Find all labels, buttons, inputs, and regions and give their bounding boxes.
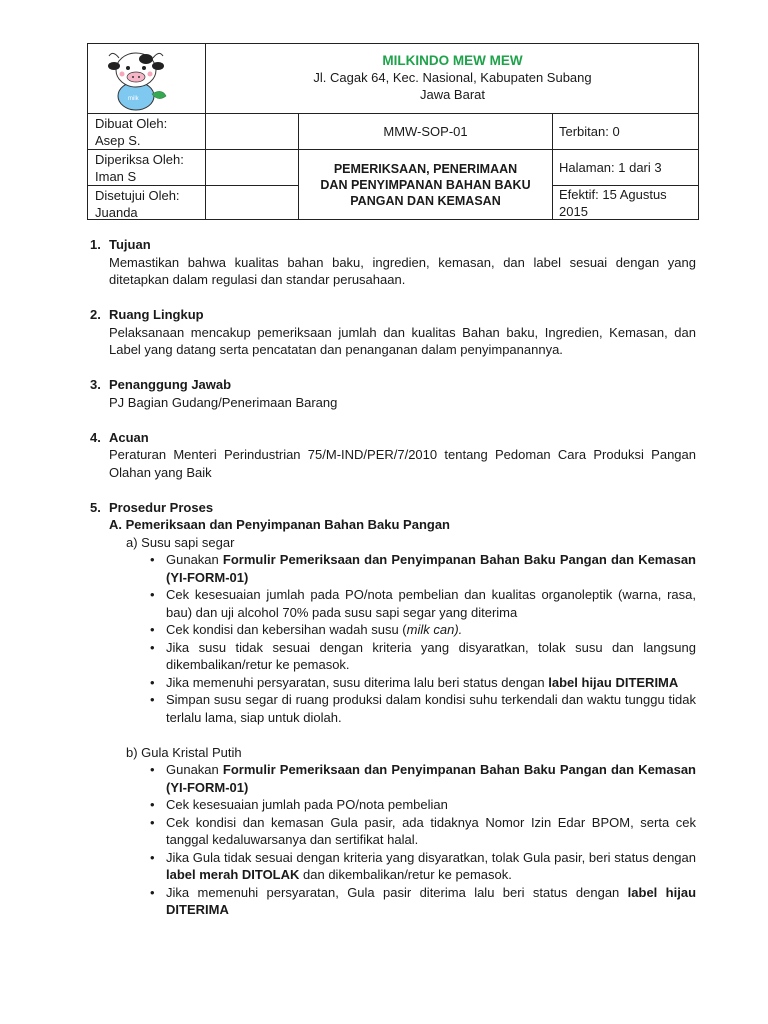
section-title: Ruang Lingkup	[109, 307, 204, 322]
section-text: PJ Bagian Gudang/Penerimaan Barang	[109, 394, 338, 410]
doc-title-line-3: PANGAN DAN KEMASAN	[350, 194, 501, 208]
efektif-cell	[553, 186, 699, 220]
list-item: • Simpan susu segar di ruang produksi dalam kondisi suhu terkendali dan waktu tunggu tidak terlalu lama, siap untuk diolah.	[166, 691, 696, 726]
doc-code: MMW-SOP-01	[299, 114, 553, 150]
section-penanggung-jawab	[90, 376, 696, 411]
section-text: Memastikan bahwa kualitas bahan baku, ingredien, kemasan, dan label sesuai dengan yang ditetapkan dalam regulasi dan standar perusahaan.	[109, 254, 696, 287]
doc-title-line-1: PEMERIKSAAN, PENERIMAAN	[333, 162, 518, 176]
section-title: Tujuan	[109, 237, 151, 252]
section-number: 4.	[90, 429, 101, 445]
section-ruang-lingkup	[90, 306, 696, 359]
section-number: 2.	[90, 307, 101, 322]
doc-title-line-2: DAN PENYIMPANAN BAHAN BAKU	[320, 178, 531, 192]
signature-cell-1	[206, 114, 299, 150]
item-title-gula: b) Gula Kristal Putih	[126, 744, 242, 760]
section-title: Penanggung Jawab	[109, 377, 232, 392]
disetujui-name: Juanda	[95, 205, 138, 220]
section-text: Pelaksanaan mencakup pemeriksaan jumlah dan kualitas Bahan baku, Ingredien, Kemasan, dan Label yang datang serta pencatatan dan penanganan dalam penyimpanannya.	[109, 324, 696, 357]
efektif-line-2: 2015	[559, 204, 588, 219]
section-number: 1.	[90, 237, 101, 252]
document-body	[90, 236, 696, 936]
section-number: 3.	[90, 377, 101, 392]
document-header-table	[87, 43, 699, 220]
address-line-1: Jl. Cagak 64, Kec. Nasional, Kabupaten Subang	[313, 70, 592, 85]
section-title: Prosedur Proses	[109, 499, 214, 515]
company-name: MILKINDO MEW MEW	[382, 53, 523, 68]
efektif-line-1: Efektif: 15 Agustus	[559, 187, 667, 202]
list-item: • Jika memenuhi persyaratan, susu diterima lalu beri status dengan label hijau DITERIMA	[166, 674, 696, 692]
logo-cell	[88, 44, 206, 114]
dibuat-cell	[88, 114, 206, 150]
section-title: Acuan	[109, 429, 149, 445]
list-item: • Cek kesesuaian jumlah pada PO/nota pembelian	[166, 796, 696, 814]
list-item: • Jika memenuhi persyaratan, Gula pasir diterima lalu beri status dengan label hijau DITERIMA	[166, 884, 696, 919]
section-tujuan	[90, 236, 696, 289]
disetujui-label: Disetujui Oleh:	[95, 188, 180, 203]
company-info-cell	[206, 44, 699, 114]
list-item: • Gunakan Formulir Pemeriksaan dan Penyimpanan Bahan Baku Pangan dan Kemasan (YI-FORM-01)	[166, 761, 696, 796]
dibuat-name: Asep S.	[95, 133, 141, 148]
list-item: • Cek kesesuaian jumlah pada PO/nota pembelian dan kualitas organoleptik (warna, rasa, bau) dan uji alcohol 70% pada susu sapi segar yang diterima	[166, 586, 696, 621]
dibuat-label: Dibuat Oleh:	[95, 116, 168, 131]
section-text: Peraturan Menteri Perindustrian 75/M-IND/PER/7/2010 tentang Pedoman Cara Produksi Pangan Olahan yang Baik	[109, 447, 696, 480]
halaman-cell: Halaman: 1 dari 3	[553, 150, 699, 186]
address-line-2: Jawa Barat	[419, 87, 486, 102]
cow-mascot-icon	[88, 44, 206, 114]
section-acuan	[90, 429, 696, 482]
list-item: • Cek kondisi dan kemasan Gula pasir, ada tidaknya Nomor Izin Edar BPOM, serta cek tanggal kedaluwarsanya dan sertifikat halal.	[166, 814, 696, 849]
list-item: • Gunakan Formulir Pemeriksaan dan Penyimpanan Bahan Baku Pangan dan Kemasan (YI-FORM-01)	[166, 551, 696, 586]
signature-cell-2	[206, 150, 299, 186]
list-item: • Jika Gula tidak sesuai dengan kriteria yang disyaratkan, tolak Gula pasir, beri status dengan label merah DITOLAK dan dikembalikan/retur ke pemasok.	[166, 849, 696, 884]
item-title-susu: a) Susu sapi segar	[126, 534, 235, 550]
diperiksa-name: Iman S	[95, 169, 137, 184]
signature-cell-3	[206, 186, 299, 220]
diperiksa-cell	[88, 150, 206, 186]
subsection-title: A. Pemeriksaan dan Penyimpanan Bahan Baku Pangan	[109, 517, 451, 532]
diperiksa-label: Diperiksa Oleh:	[95, 152, 184, 167]
bullet-list-gula	[90, 761, 696, 919]
section-prosedur	[90, 499, 696, 919]
list-item: • Cek kondisi dan kebersihan wadah susu (milk can).	[166, 621, 696, 639]
terbitan-cell: Terbitan: 0	[553, 114, 699, 150]
disetujui-cell	[88, 186, 206, 220]
logo-text: milk	[128, 96, 139, 102]
doc-title	[299, 150, 553, 220]
list-item: • Jika susu tidak sesuai dengan kriteria yang disyaratkan, tolak susu dan langsung dikembalikan/retur ke pemasok.	[166, 639, 696, 674]
section-number: 5.	[90, 499, 101, 515]
bullet-list-susu	[90, 551, 696, 726]
